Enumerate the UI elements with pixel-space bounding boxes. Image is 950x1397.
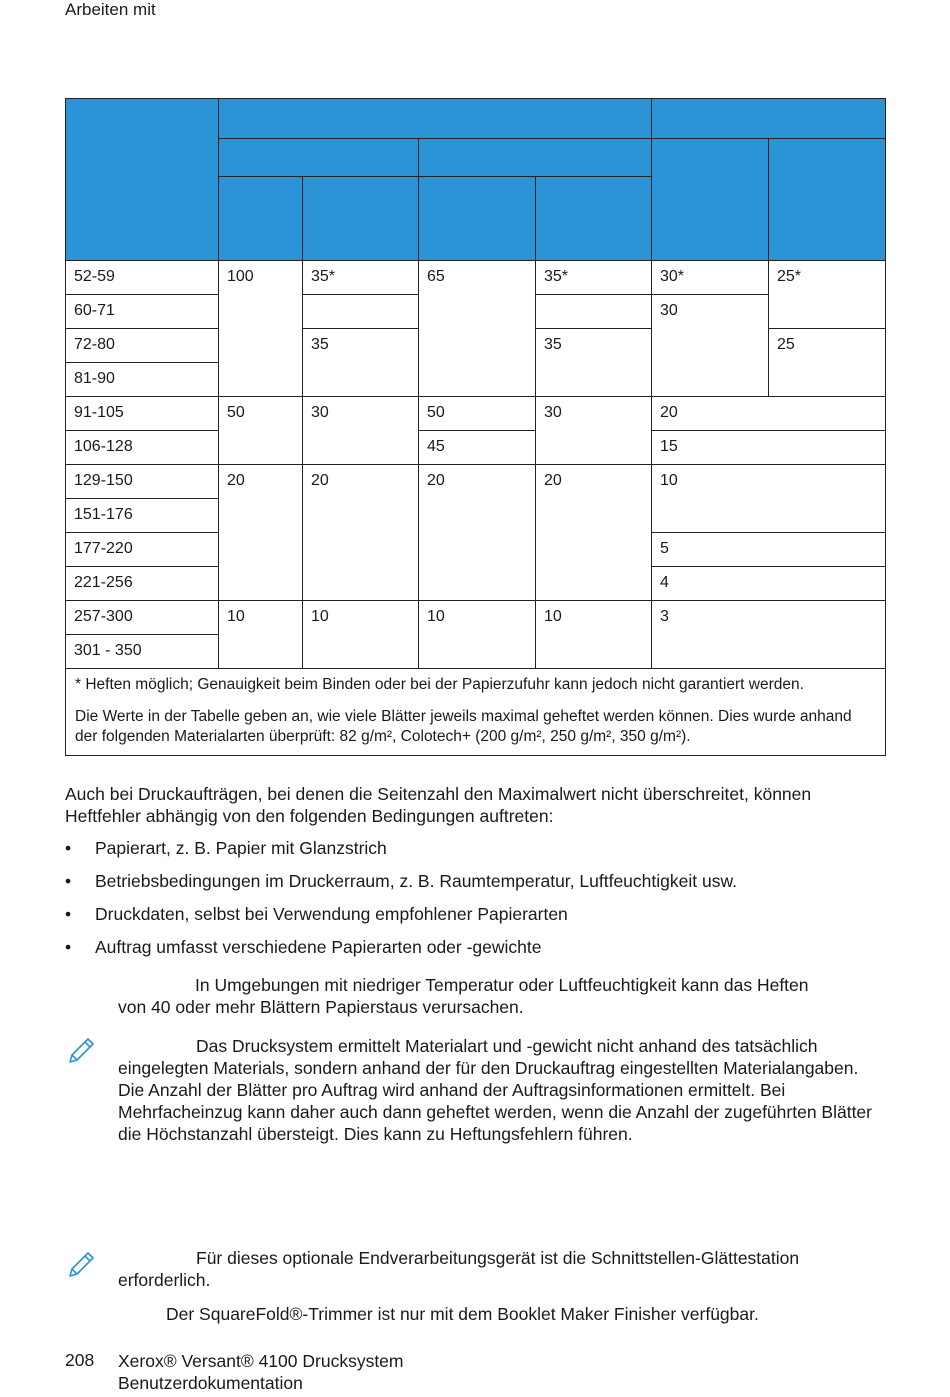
value-cell: 20 bbox=[303, 465, 419, 601]
header-cell-subgroup-1 bbox=[219, 139, 419, 177]
weight-cell: 91-105 bbox=[66, 397, 219, 431]
header-cell-subgroup-4 bbox=[769, 139, 886, 261]
page-number: 208 bbox=[65, 1350, 95, 1370]
list-item: • Papierart, z. B. Papier mit Glanzstrich bbox=[65, 836, 737, 869]
value-cell: 10 bbox=[219, 601, 303, 669]
value-cell: 10 bbox=[419, 601, 536, 669]
header-cell-col-2 bbox=[303, 177, 419, 261]
weight-cell: 129-150 bbox=[66, 465, 219, 499]
note-a-line1: In Umgebungen mit niedriger Temperatur oder Luftfeuchtigkeit kann das Heften bbox=[195, 975, 809, 995]
table-row bbox=[66, 261, 886, 295]
value-cell: 50 bbox=[419, 397, 536, 431]
list-item: • Druckdaten, selbst bei Verwendung empfohlener Papierarten bbox=[65, 902, 737, 935]
note-c-line2: erforderlich. bbox=[118, 1270, 211, 1290]
note-d: Der SquareFold®-Trimmer ist nur mit dem Booklet Maker Finisher verfügbar. bbox=[166, 1304, 759, 1324]
stapling-capacity-table bbox=[65, 98, 886, 756]
note-b-line1: Das Drucksystem ermittelt Materialart und -gewicht nicht anhand des tatsächlich bbox=[196, 1036, 818, 1056]
header-cell-group-1 bbox=[219, 99, 652, 139]
running-header: Arbeiten mit bbox=[65, 0, 156, 19]
value-cell: 20 bbox=[652, 397, 886, 431]
weight-cell: 60-71 bbox=[66, 295, 219, 329]
weight-cell: 81-90 bbox=[66, 363, 219, 397]
table-row bbox=[66, 431, 886, 465]
value-cell: 65 bbox=[419, 261, 536, 397]
value-cell: 35 bbox=[536, 329, 652, 397]
weight-cell: 221-256 bbox=[66, 567, 219, 601]
value-cell: 25* bbox=[769, 261, 886, 329]
table-note-row bbox=[66, 669, 886, 756]
value-cell: 20 bbox=[419, 465, 536, 601]
footnote-values: Die Werte in der Tabelle geben an, wie viele Blätter jeweils maximal geheftet werden können. Dies wurde anhand der folgenden Materialarten überprüft: 82 g/m², Colotech+ (200 g/m², 250 g/m², 350 g/m²). bbox=[75, 708, 852, 745]
table-header bbox=[66, 99, 886, 261]
header-cell-col-3 bbox=[419, 177, 536, 261]
header-cell-group-2 bbox=[652, 99, 886, 139]
value-cell: 35* bbox=[303, 261, 419, 295]
weight-cell: 301 - 350 bbox=[66, 635, 219, 669]
table-row bbox=[66, 397, 886, 431]
footnote-asterisk: * Heften möglich; Genauigkeit beim Binden oder bei der Papierzufuhr kann jedoch nicht garantiert werden. bbox=[75, 676, 804, 693]
value-cell: 50 bbox=[219, 397, 303, 465]
value-cell bbox=[303, 295, 419, 329]
note-b-body: eingelegten Materials, sondern anhand der für den Druckauftrag eingestellten Materialangaben. Die Anzahl der Blätter pro Auftrag wird anhand der Auftragsinformationen ermittelt. Bei Mehrfacheinzug kann daher auch dann geheftet werden, wenn die Anzahl der zugeführten Blätter die Höchstanzahl übersteigt. Dies kann zu Heftungsfehlern führen. bbox=[118, 1058, 872, 1144]
value-cell: 3 bbox=[652, 601, 886, 669]
value-cell: 5 bbox=[652, 533, 886, 567]
value-cell: 35* bbox=[536, 261, 652, 295]
footer-doc: Benutzerdokumentation bbox=[118, 1373, 303, 1393]
weight-cell: 106-128 bbox=[66, 431, 219, 465]
value-cell: 100 bbox=[219, 261, 303, 397]
value-cell: 30 bbox=[536, 397, 652, 465]
list-item: • Betriebsbedingungen im Druckerraum, z. B. Raumtemperatur, Luftfeuchtigkeit usw. bbox=[65, 869, 737, 902]
note-a-line2: von 40 oder mehr Blättern Papierstaus verursachen. bbox=[118, 997, 524, 1017]
intro-paragraph: Auch bei Druckaufträgen, bei denen die Seitenzahl den Maximalwert nicht überschreitet, können Heftfehler abhängig von den folgenden Bedingungen auftreten: bbox=[65, 784, 812, 826]
table-row bbox=[66, 465, 886, 499]
header-cell-weight bbox=[66, 99, 219, 261]
value-cell: 30* bbox=[652, 261, 769, 295]
weight-cell: 177-220 bbox=[66, 533, 219, 567]
weight-cell: 52-59 bbox=[66, 261, 219, 295]
value-cell: 25 bbox=[769, 329, 886, 397]
value-cell: 20 bbox=[536, 465, 652, 601]
footer-product: Xerox® Versant® 4100 Drucksystem bbox=[118, 1351, 404, 1371]
list-item: • Auftrag umfasst verschiedene Papierarten oder -gewichte bbox=[65, 935, 737, 968]
header-cell-col-4 bbox=[536, 177, 652, 261]
value-cell: 35 bbox=[303, 329, 419, 397]
value-cell: 10 bbox=[303, 601, 419, 669]
weight-cell: 72-80 bbox=[66, 329, 219, 363]
weight-cell: 151-176 bbox=[66, 499, 219, 533]
value-cell: 30 bbox=[303, 397, 419, 465]
conditions-list bbox=[65, 836, 737, 968]
value-cell: 45 bbox=[419, 431, 536, 465]
header-cell-subgroup-2 bbox=[419, 139, 652, 177]
value-cell: 30 bbox=[652, 295, 769, 397]
value-cell: 4 bbox=[652, 567, 886, 601]
value-cell: 10 bbox=[536, 601, 652, 669]
table-row bbox=[66, 601, 886, 635]
table-footnote bbox=[66, 669, 886, 756]
header-cell-col-1 bbox=[219, 177, 303, 261]
pencil-icon bbox=[66, 1250, 96, 1280]
value-cell: 15 bbox=[652, 431, 886, 465]
value-cell bbox=[536, 295, 652, 329]
value-cell: 20 bbox=[219, 465, 303, 601]
header-cell-subgroup-3 bbox=[652, 139, 769, 261]
pencil-icon bbox=[66, 1036, 96, 1066]
note-c-line1: Für dieses optionale Endverarbeitungsgerät ist die Schnittstellen-Glättestation bbox=[196, 1248, 800, 1268]
weight-cell: 257-300 bbox=[66, 601, 219, 635]
value-cell: 10 bbox=[652, 465, 886, 533]
